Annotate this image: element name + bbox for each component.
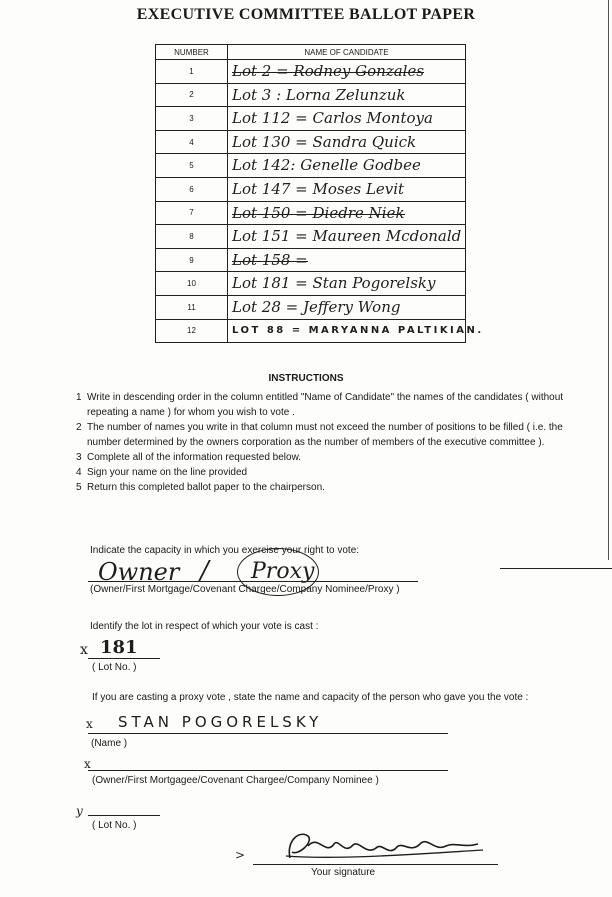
instruction-item <box>76 390 596 420</box>
proxy-name-label: (Name ) <box>91 738 128 749</box>
row-number: 3 <box>156 107 228 131</box>
candidate-name-cell <box>228 107 466 131</box>
candidate-name: LOT 88 = MARYANNA PALTIKIAN. <box>232 324 484 336</box>
candidate-row <box>156 248 466 272</box>
candidate-name: Lot 112 = Carlos Montoya <box>232 109 433 128</box>
candidate-row <box>156 107 466 131</box>
lot-prompt: Identify the lot in respect of which your vote is cast : <box>90 621 319 632</box>
row-number: 7 <box>156 201 228 225</box>
candidate-name: Lot 2 = Rodney Gonzales <box>232 62 425 80</box>
candidate-row <box>156 177 466 201</box>
proxy-lot-mark: y <box>76 804 83 818</box>
candidate-name: Lot 181 = Stan Pogorelsky <box>232 274 436 293</box>
row-number: 4 <box>156 130 228 154</box>
candidate-row <box>156 130 466 154</box>
candidate-row <box>156 295 466 319</box>
candidate-name-cell <box>228 177 466 201</box>
candidate-column-header: NAME OF CANDIDATE <box>228 45 466 60</box>
capacity-handwritten-owner: Owner <box>98 558 180 586</box>
signature-label: Your signature <box>311 867 376 878</box>
candidate-name: Lot 147 = Moses Levit <box>232 179 405 198</box>
proxy-name-mark: x <box>86 717 93 731</box>
candidate-name-cell <box>228 154 466 178</box>
proxy-lot-line <box>88 815 160 816</box>
proxy-name-line <box>88 733 448 734</box>
row-number: 8 <box>156 225 228 249</box>
candidate-name: Lot 3 : Lorna Zelunzuk <box>232 85 406 104</box>
instruction-item <box>76 465 596 480</box>
candidate-row <box>156 60 466 84</box>
proxy-capacity-mark: x <box>84 757 91 771</box>
instructions-heading: INSTRUCTIONS <box>268 373 344 384</box>
row-number: 10 <box>156 272 228 296</box>
capacity-handwritten-slash: / <box>200 556 209 586</box>
candidate-name: Lot 150 = Diedre Niek <box>232 203 405 222</box>
page-edge-line <box>608 0 609 560</box>
candidate-name-cell <box>228 295 466 319</box>
instruction-item <box>76 420 596 450</box>
instruction-text: Complete all of the information requested below. <box>87 452 302 463</box>
capacity-line-extension <box>500 568 612 569</box>
lot-label: ( Lot No. ) <box>92 662 137 673</box>
instruction-text: The number of names you write in that column must not exceed the number of positions to be filled ( i.e. the number determined by the owners corporation as the number of members of the executive committee ). <box>87 422 563 448</box>
candidate-name-cell <box>228 130 466 154</box>
proxy-capacity-line <box>88 770 448 771</box>
proxy-prompt: If you are casting a proxy vote , state the name and capacity of the person who gave you the vote : <box>92 692 529 703</box>
candidate-row <box>156 201 466 225</box>
capacity-options: (Owner/First Mortgage/Covenant Chargee/Company Nominee/Proxy ) <box>90 584 400 595</box>
signature-mark: > <box>235 848 246 862</box>
candidate-row <box>156 272 466 296</box>
row-number: 9 <box>156 248 228 272</box>
instruction-item <box>76 450 596 465</box>
instruction-text: Return this completed ballot paper to the chairperson. <box>87 482 325 493</box>
lot-number-value: 181 <box>100 637 138 658</box>
candidate-name-cell <box>228 83 466 107</box>
row-number: 6 <box>156 177 228 201</box>
number-column-header: NUMBER <box>156 45 228 60</box>
candidate-name: Lot 158 = <box>232 250 308 269</box>
row-number: 2 <box>156 83 228 107</box>
candidate-name-cell <box>228 60 466 84</box>
instruction-number: 1 <box>76 392 82 403</box>
candidate-name-cell <box>228 272 466 296</box>
capacity-line <box>88 581 418 582</box>
candidate-name: Lot 130 = Sandra Quick <box>232 132 417 151</box>
instruction-number: 4 <box>76 467 82 478</box>
candidate-table <box>155 44 484 343</box>
instruction-number: 3 <box>76 452 82 463</box>
row-number: 5 <box>156 154 228 178</box>
candidate-row <box>156 154 466 178</box>
candidate-name: Lot 142: Genelle Godbee <box>232 156 421 175</box>
lot-mark: x <box>80 642 88 658</box>
candidate-row <box>156 225 466 249</box>
instruction-number: 5 <box>76 482 82 493</box>
candidate-name-cell <box>228 201 466 225</box>
row-number: 11 <box>156 295 228 319</box>
candidate-row <box>156 319 466 343</box>
instructions-list <box>76 390 596 495</box>
candidate-name-cell <box>228 319 484 343</box>
capacity-prompt: Indicate the capacity in which you exercise your right to vote: <box>90 545 360 556</box>
candidate-name: Lot 151 = Maureen Mcdonald <box>232 227 462 246</box>
ballot-title: EXECUTIVE COMMITTEE BALLOT PAPER <box>136 6 476 23</box>
instruction-text: Sign your name on the line provided <box>87 467 248 478</box>
proxy-capacity-label: (Owner/First Mortgagee/Covenant Chargee/Company Nominee ) <box>92 775 379 786</box>
proxy-name-value: STAN POGORELSKY <box>118 713 323 731</box>
signature-line <box>253 864 498 865</box>
candidate-name-cell <box>228 248 466 272</box>
instruction-text: Write in descending order in the column entitled "Name of Candidate" the names of the candidates ( without repeating a name ) for whom you wish to vote . <box>87 392 564 418</box>
candidate-name-cell <box>228 225 466 249</box>
capacity-handwritten-proxy: Proxy <box>251 559 315 584</box>
proxy-lot-label: ( Lot No. ) <box>92 820 137 831</box>
row-number: 1 <box>156 60 228 84</box>
candidate-row <box>156 83 466 107</box>
lot-line <box>88 658 160 659</box>
row-number: 12 <box>156 319 228 343</box>
candidate-name: Lot 28 = Jeffery Wong <box>232 297 401 316</box>
instruction-item <box>76 480 596 495</box>
instruction-number: 2 <box>76 422 82 433</box>
